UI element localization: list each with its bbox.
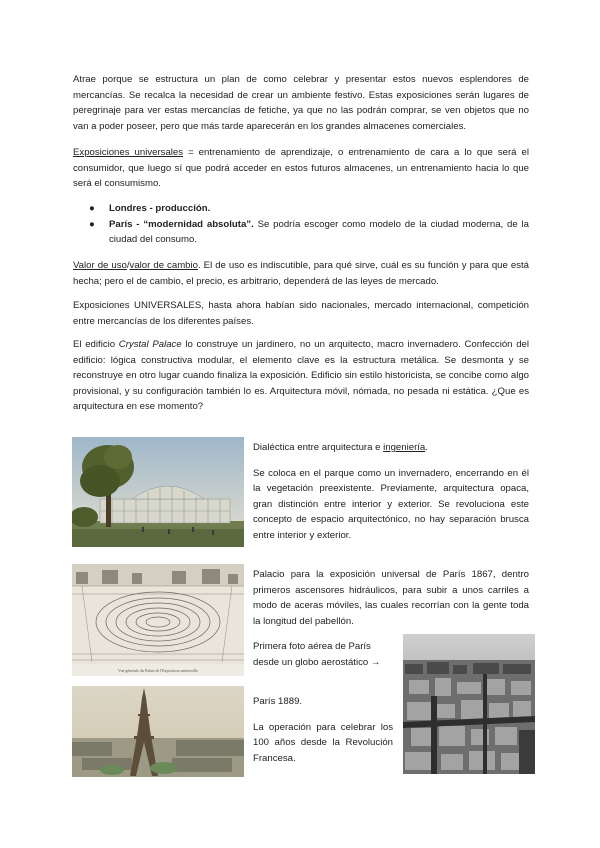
crystal-palace-image <box>72 437 244 547</box>
aerial-description: Primera foto aérea de París desde un globo aerostático → <box>253 641 381 668</box>
paragraph-universales-text: Exposiciones UNIVERSALES, hasta ahora habían sido nacionales, mercado internacional, competición entre mercancías de los diferentes países. <box>73 300 529 327</box>
crystal-palace-caption <box>253 440 529 544</box>
paragraph-crystal-text: lo construye un jardinero, no un arquitecto, macro invernadero. Confección del edificio: lógica constructiva modular, el elemento clave es la estructura metálica. Se desmonta y se reconstruye en otro lugar cuando finaliza la exposición. Edificio sin estilo historicista, se concibe como algo provisional, y su configuración también lo es. Arquitectura móvil, nómada, no pesada ni estática. ¿Que es arquitectura en ese momento? <box>73 339 529 413</box>
paris-1867-engraving <box>72 564 244 676</box>
list-item <box>73 217 529 248</box>
term-ingenieria: ingeniería <box>383 442 426 453</box>
paragraph-exposiciones-text: = entrenamiento de aprendizaje, o entrenamiento de cara a lo que será el consumidor, que luego sí que podrá acceder en estos futuros almacenes, un entrenamiento hacia lo que será el consumismo. <box>73 147 529 190</box>
paragraph-mercancias <box>73 72 529 134</box>
paris-1889-caption <box>253 694 393 766</box>
dialectica-text: Dialéctica entre arquitectura e <box>253 442 384 453</box>
bullet-text: Se podría escoger como modelo de la ciudad moderna, de la ciudad del consumo. <box>109 218 530 246</box>
term-separator: / <box>126 260 130 271</box>
paragraph-valor <box>73 258 529 289</box>
bullet-list <box>73 201 529 248</box>
paragraph-crystal-palace <box>73 337 529 415</box>
paris-1867-caption <box>253 567 529 629</box>
term-valor-cambio: valor de cambio <box>129 260 198 271</box>
paris-1867-description: Palacio para la exposición universal de París 1867, dentro primeros ascensores hidráulicos, para subir a unos carriles a modo de aceras móviles, las cuales recorrían con la gente toda la longitud del pabellón. <box>253 569 529 627</box>
bullet-bold: París - “modernidad absoluta”. <box>109 218 254 230</box>
paragraph-universales <box>73 298 529 329</box>
bullet-icon: ● <box>89 218 95 230</box>
list-item <box>73 201 529 217</box>
crystal-palace-description: Se coloca en el parque como un invernadero, encerrando en él la vegetación preexistente. Previamente, arquitectura opaca, gran distinción entre interior y exterior. Se revoluciona este concepto de espacio arquitectónico, no hay separación brusca entre interior y exterior. <box>253 467 529 541</box>
paris-1889-image <box>72 686 244 777</box>
paragraph-exposiciones <box>73 145 529 192</box>
paris-1889-description: La operación para celebrar los 100 años desde la Revolución Francesa. <box>253 721 393 764</box>
dialectica-end: . <box>425 442 428 453</box>
paris-1889-title: París 1889. <box>253 696 303 707</box>
engraving-caption: Vue générale du Palais de l'Exposition universelle <box>117 668 199 673</box>
term-exposiciones-universales: Exposiciones universales <box>73 147 184 158</box>
term-crystal-palace: Crystal Palace <box>118 339 182 350</box>
bullet-bold: Londres - producción. <box>109 203 211 214</box>
aerial-photo-image <box>403 634 535 774</box>
term-valor-uso: Valor de uso <box>73 260 127 271</box>
paragraph-valor-text: . El de uso es indiscutible, para qué sirve, cuál es su función y para que está hecha; pero el de cambio, el precio, es arbitrario, dependerá de las leyes de mercado. <box>73 260 529 287</box>
paragraph-crystal-pre: El edificio <box>73 339 119 350</box>
bullet-icon: ● <box>89 203 95 214</box>
aerial-caption <box>253 639 398 670</box>
paragraph-mercancias-text: Atrae porque se estructura un plan de como celebrar y presentar estos nuevos esplendores de mercancías. Se recalca la necesidad de crear un ambiente festivo. Estas exposiciones serán lugares de peregrinaje para ver estas mercancías de fetiche, ya que no las podrán comprar, se ven objetos que no van a poder poseer, pero que más tarde aparecerán en los grandes almacenes comerciales. <box>73 74 529 132</box>
